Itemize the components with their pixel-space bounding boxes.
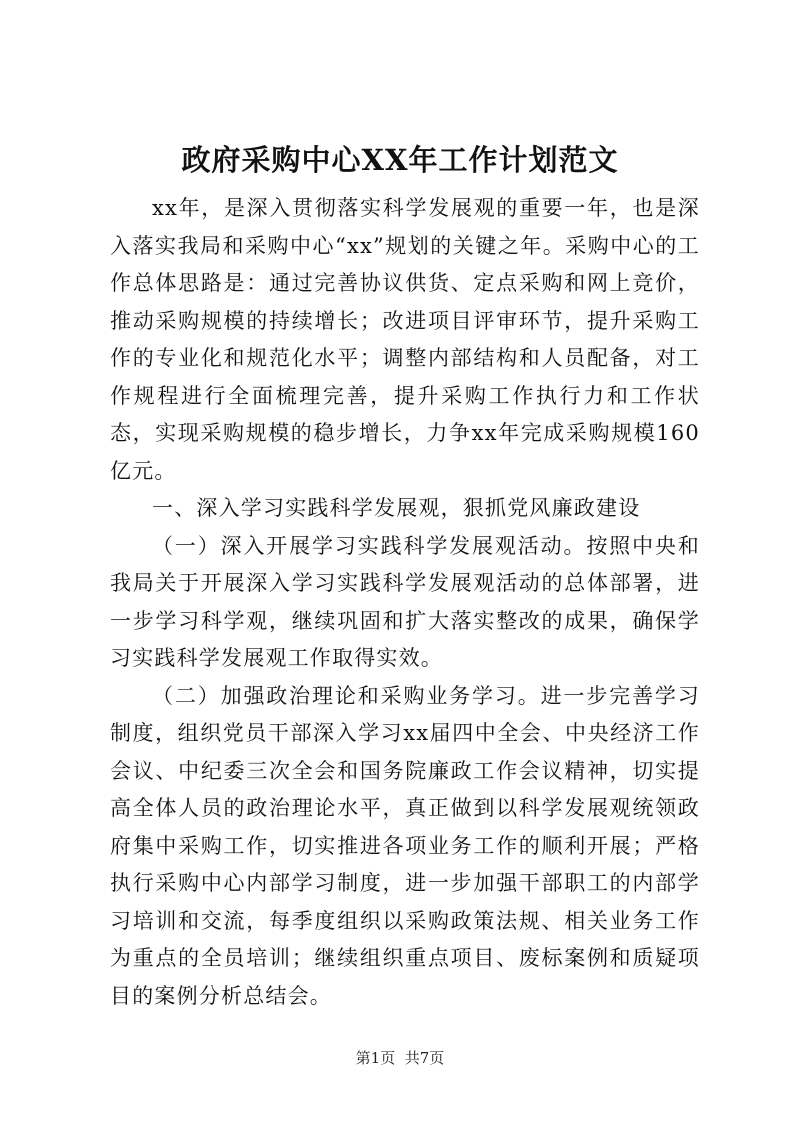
subsection-paragraph-2: （二）加强政治理论和采购业务学习。进一步完善学习制度，组织党员干部深入学习xx届四中全会、中央经济工作会议、中纪委三次全会和国务院廉政工作会议精神，切实提高全体人员的政治理论水平，真正做到以科学发展观统领政府集中采购工作，切实推进各项业务工作的顺利开展；严格执行采购中心内部学习制度，进一步加强干部职工的内部学习培训和交流，每季度组织以采购政策法规、相关业务工作为重点的全员培训；继续组织重点项目、废标案例和质疑项目的案例分析总结会。 xyxy=(110,683,700,1008)
intro-paragraph: xx年，是深入贯彻落实科学发展观的重要一年，也是深入落实我局和采购中心“xx”规划的关键之年。采购中心的工作总体思路是：通过完善协议供货、定点采购和网上竞价，推动采购规模的持续增长；改进项目评审环节，提升采购工作的专业化和规范化水平；调整内部结构和人员配备，对工作规程进行全面梳理完善，提升采购工作执行力和工作状态，实现采购规模的稳步增长，力争xx年完成采购规模160亿元。 xyxy=(110,196,700,483)
document-title: 政府采购中心XX年工作计划范文 xyxy=(181,143,619,177)
document-body xyxy=(110,190,700,1015)
subsection-paragraph-1: （一）深入开展学习实践科学发展观活动。按照中央和我局关于开展深入学习实践科学发展观活动的总体部署，进一步学习科学观，继续巩固和扩大落实整改的成果，确保学习实践科学发展观工作取得实效。 xyxy=(110,533,700,670)
section-heading: 一、深入学习实践科学发展观，狠抓党风廉政建设 xyxy=(152,496,641,520)
page-number: 第1页 xyxy=(355,1049,396,1067)
page-total: 共7页 xyxy=(404,1049,445,1067)
page-footer xyxy=(0,1048,800,1068)
